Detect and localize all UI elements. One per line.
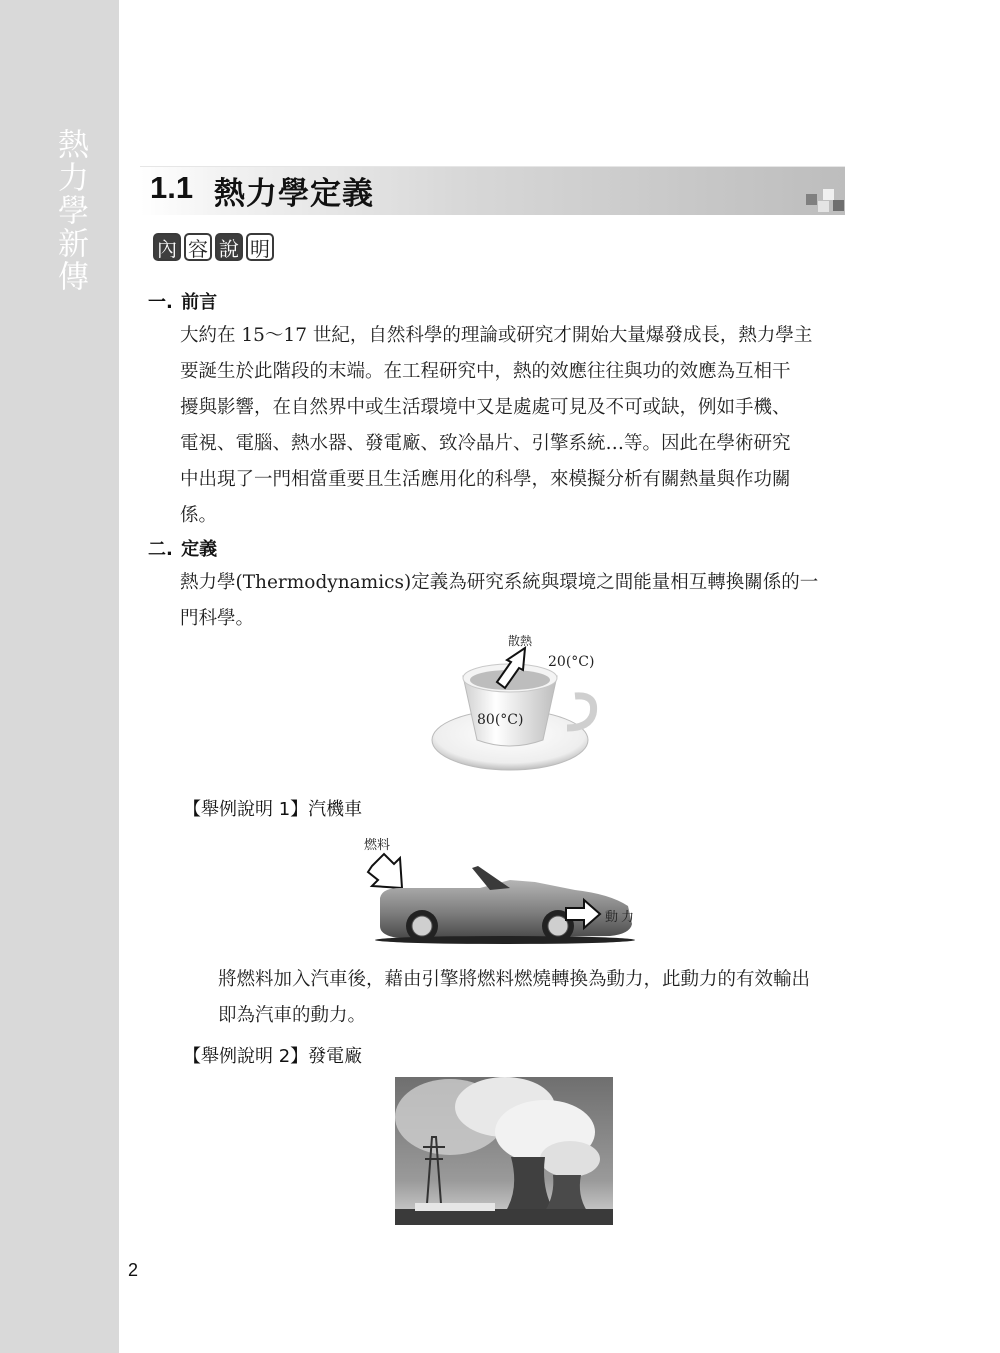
badge-char: 內	[153, 233, 181, 261]
heading-text: 前言	[181, 292, 218, 313]
car-figure	[360, 832, 650, 947]
text-line: 即為汽車的動力。	[218, 1005, 367, 1026]
section-number: 1.1	[150, 170, 194, 205]
badge-char: 明	[246, 233, 274, 261]
book-title-vertical: 熱力學新傳	[52, 128, 88, 293]
example-1-description	[218, 962, 858, 1034]
text-line: 將燃料加入汽車後，藉由引擎將燃料燃燒轉換為動力，此動力的有效輸出	[218, 969, 811, 990]
text-line: 擾與影響，在自然界中或生活環境中又是處處可見及不可或缺，例如手機、	[180, 397, 791, 418]
heading-definition	[148, 535, 217, 561]
decorative-square	[806, 194, 817, 205]
heading-marker: 二.	[148, 539, 173, 560]
ambient-temperature-label: 20(°C)	[548, 654, 595, 670]
badge-char: 容	[184, 233, 212, 261]
cup-temperature-label: 80(°C)	[477, 712, 524, 728]
heading-marker: 一.	[148, 292, 173, 313]
text-line: 要誕生於此階段的末端。在工程研究中，熱的效應往往與功的效應為互相干	[180, 361, 791, 382]
text-line: 係。	[180, 505, 218, 526]
text-line: 門科學。	[180, 608, 255, 629]
decorative-square	[818, 201, 829, 212]
paragraph-introduction	[180, 318, 852, 534]
paragraph-definition	[180, 565, 852, 637]
example-2-title: 【舉例說明 2】發電廠	[183, 1046, 363, 1067]
power-plant-photo	[395, 1077, 613, 1225]
coffee-cup-figure	[425, 628, 625, 778]
text-line: 電視、電腦、熱水器、發電廠、致冷晶片、引擎系統…等。因此在學術研究	[180, 433, 791, 454]
text-line: 中出現了一門相當重要且生活應用化的科學，來模擬分析有關熱量與作功關	[180, 469, 791, 490]
car-illustration	[360, 832, 650, 947]
fuel-label: 燃料	[364, 838, 391, 853]
coffee-cup-illustration	[425, 628, 625, 778]
page-number: 2	[128, 1260, 139, 1280]
content-explanation-badge	[153, 233, 274, 261]
power-label: 動力	[605, 910, 638, 925]
text-line: 熱力學(Thermodynamics)定義為研究系統與環境之間能量相互轉換關係的一	[180, 572, 819, 593]
section-title: 熱力學定義	[214, 176, 374, 212]
decorative-square	[823, 189, 834, 200]
heading-text: 定義	[181, 539, 218, 560]
heat-dissipation-label: 散熱	[508, 634, 533, 648]
power-plant-illustration	[395, 1077, 613, 1225]
text-line: 大約在 15～17 世紀，自然科學的理論或研究才開始大量爆發成長，熱力學主	[180, 325, 813, 346]
badge-char: 說	[215, 233, 243, 261]
decorative-square	[833, 200, 844, 211]
example-1-title: 【舉例說明 1】汽機車	[183, 799, 363, 820]
heading-introduction	[148, 288, 217, 314]
